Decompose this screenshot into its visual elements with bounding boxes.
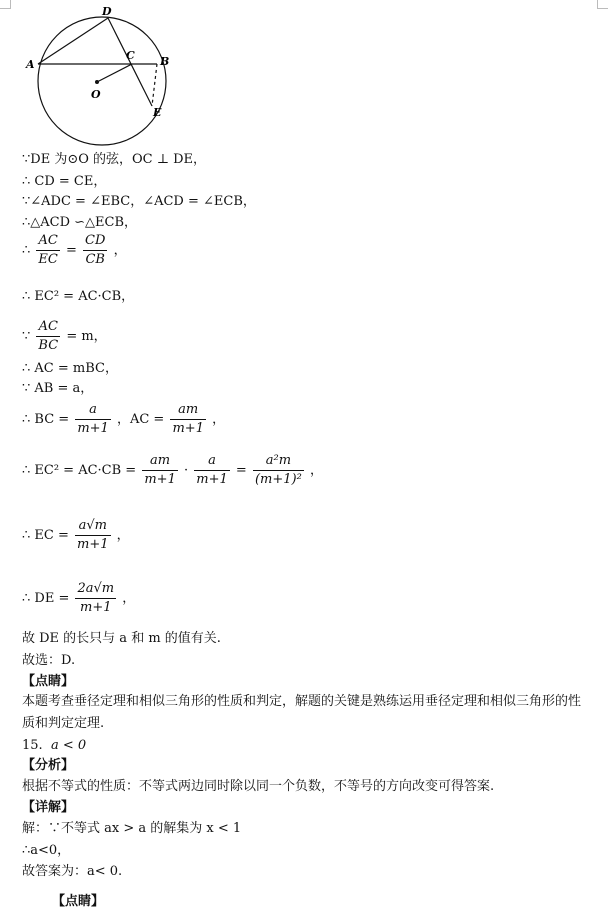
- suffix: = m，: [66, 329, 107, 344]
- fraction-am-m1: [170, 401, 206, 438]
- denominator: m+1: [172, 421, 204, 436]
- fraction-a-sqrtm-m1: [75, 517, 111, 554]
- equals: =: [66, 243, 77, 258]
- label-d: D: [102, 5, 112, 18]
- denominator: m+1: [75, 598, 116, 617]
- denominator: m+1: [196, 472, 228, 487]
- denominator: EC: [38, 252, 58, 267]
- proof-line-13: [22, 580, 135, 617]
- proof-conclusion: 故 DE 的长只与 a 和 m 的值有关.: [22, 631, 221, 646]
- prefix: ∴ EC =: [22, 528, 69, 543]
- prefix: ∴ EC² = AC·CB =: [22, 463, 137, 478]
- denominator: CB: [83, 250, 107, 269]
- numerator: am: [150, 453, 171, 468]
- q15-line: [22, 738, 86, 754]
- prefix: ∴ DE =: [22, 591, 70, 606]
- detail-header: 【详解】: [22, 800, 75, 815]
- suffix: ，: [212, 412, 226, 427]
- proof-line-2: ∴ CD = CE，: [22, 174, 107, 189]
- analysis-header: 【分析】: [22, 758, 75, 773]
- dot: ·: [183, 463, 189, 478]
- segment-ad: [38, 18, 108, 64]
- fraction-2a-sqrtm-m1: [75, 580, 116, 617]
- question-answer: a < 0: [50, 738, 87, 753]
- proof-line-1: ∵DE 为⊙O 的弦，OC ⊥ DE，: [22, 152, 207, 167]
- detail-line-3: 故答案为：a< 0.: [22, 864, 123, 879]
- label-a: A: [26, 58, 35, 71]
- equals: =: [235, 463, 247, 478]
- question-number: 15.: [22, 738, 43, 753]
- label-b: B: [160, 55, 170, 68]
- label-c: C: [126, 49, 135, 62]
- proof-line-10: [22, 401, 225, 438]
- numerator: a: [89, 402, 97, 417]
- analysis-text: 根据不等式的性质：不等式两边同时除以同一个负数，不等号的方向改变可得答案.: [22, 779, 495, 794]
- label-o: O: [91, 88, 101, 101]
- prefix: ∴: [22, 243, 31, 258]
- prefix: ∵: [22, 329, 31, 344]
- denominator: m+1: [144, 472, 176, 487]
- prefix: ∴ BC =: [22, 412, 70, 427]
- proof-choice: 故选：D.: [22, 653, 76, 668]
- proof-line-5: [22, 232, 127, 269]
- proof-line-8: ∴ AC = mBC，: [22, 361, 118, 376]
- numerator: am: [178, 402, 199, 417]
- fraction-ac-bc: [36, 318, 60, 355]
- fraction-a2m-m1sq: [253, 452, 304, 489]
- fraction-cd-cb: [83, 232, 107, 269]
- numerator: AC: [38, 319, 58, 334]
- fraction-am-m1: [142, 452, 178, 489]
- denominator: (m+1)²: [254, 472, 302, 487]
- proof-line-6: ∴ EC² = AC·CB，: [22, 289, 135, 304]
- center-point-o: [95, 80, 99, 84]
- suffix: ，: [309, 463, 323, 478]
- left-corner-mark: [0, 0, 11, 9]
- numerator: AC: [38, 233, 58, 248]
- suffix: ，: [116, 528, 130, 543]
- dashed-be: [152, 64, 157, 106]
- segment-oc: [97, 64, 132, 82]
- numerator: 2a√m: [77, 581, 115, 596]
- chord-de: [108, 18, 152, 106]
- middle: ，AC =: [116, 412, 165, 427]
- proof-line-7: [22, 318, 107, 355]
- denominator: m+1: [77, 537, 109, 552]
- detail-line-1: 解：∵不等式 ax > a 的解集为 x < 1: [22, 821, 242, 836]
- circle-geometry-figure: [22, 4, 182, 148]
- numerator: a: [208, 453, 216, 468]
- fraction-a-m1: [194, 452, 230, 489]
- proof-line-3: ∵∠ADC = ∠EBC，∠ACD = ∠ECB，: [22, 194, 256, 209]
- circle-o: [38, 17, 166, 145]
- numerator: CD: [85, 233, 106, 248]
- comment-text: 本题考查垂径定理和相似三角形的性质和判定，解题的关键是熟练运用垂径定理和相似三角形的性质和判定定理.: [22, 694, 582, 731]
- numerator: a²m: [265, 453, 292, 468]
- label-e: E: [153, 106, 162, 119]
- fraction-a-m1: [75, 401, 111, 438]
- comment-header-2: 【点睛】: [52, 894, 105, 909]
- suffix: ，: [122, 591, 136, 606]
- comment-header: 【点睛】: [22, 674, 75, 689]
- detail-line-2: ∴a<0，: [22, 843, 71, 858]
- denominator: BC: [38, 338, 59, 353]
- denominator: m+1: [77, 421, 109, 436]
- proof-line-12: [22, 517, 130, 554]
- numerator: a√m: [78, 518, 107, 533]
- fraction-ac-ec: [36, 232, 59, 269]
- proof-line-9: ∵ AB = a，: [22, 381, 94, 396]
- proof-line-4: ∴△ACD ∽△ECB，: [22, 215, 138, 230]
- suffix: ，: [113, 243, 127, 258]
- right-corner-mark: [597, 0, 608, 9]
- proof-line-11: [22, 452, 323, 489]
